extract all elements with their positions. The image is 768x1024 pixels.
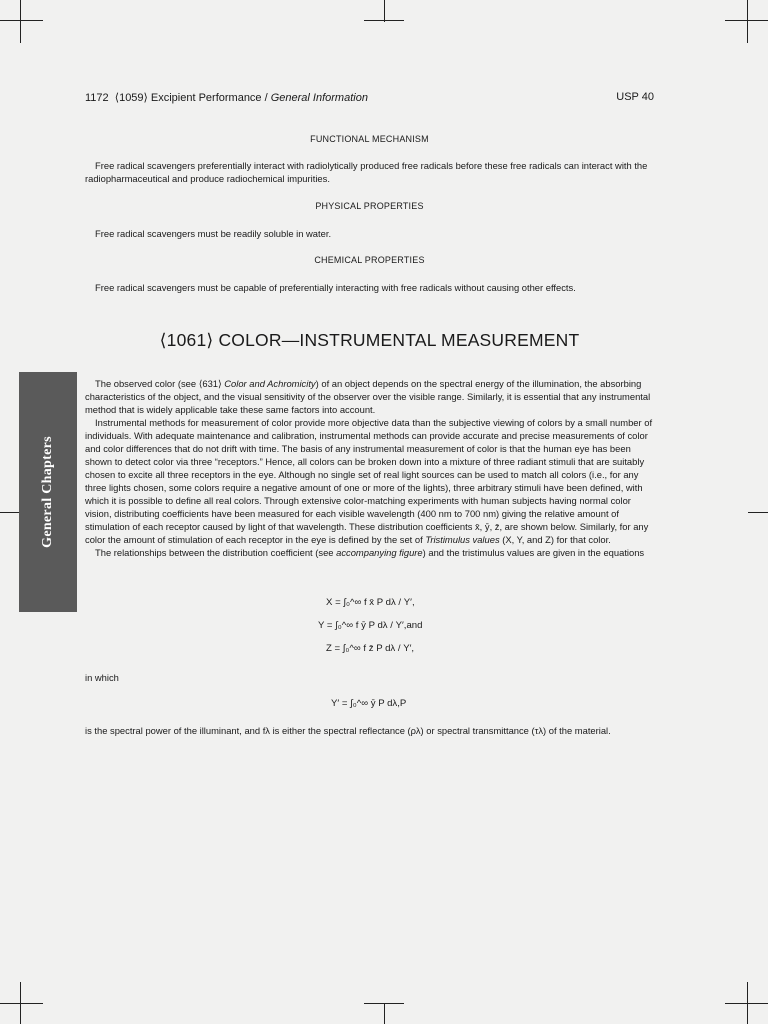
body-paragraph-1: The observed color (see ⟨631⟩ Color and Achromicity) of an object depends on the spectral energy of the illumination, the absorbing characteristics of the object, and the visual sensitivity of the observer over the visible range. Similarly, it is essential that any instrumental method that is widely applicable take these same factors into account. [85, 378, 651, 415]
header-left [85, 91, 368, 104]
equation-z: Z = ∫₀^∞ f z̄ P dλ / Y′, [326, 643, 415, 654]
crop-mark [0, 20, 43, 21]
subheading-functional-mechanism: FUNCTIONAL MECHANISM [310, 134, 429, 144]
volume-label: USP 40 [616, 91, 654, 103]
crop-mark [748, 512, 768, 513]
crop-mark [0, 1003, 43, 1004]
crop-mark [0, 512, 20, 513]
paragraph-physical-properties: Free radical scavengers must be readily soluble in water. [95, 228, 332, 239]
chapter-title: ⟨1061⟩ COLOR—INSTRUMENTAL MEASUREMENT [159, 330, 580, 350]
equation-x: X = ∫₀^∞ f x̄ P dλ / Y′, [326, 597, 415, 608]
crop-mark [20, 982, 21, 1024]
in-which-text: in which [85, 672, 119, 683]
crop-mark [384, 0, 385, 22]
body-paragraph-3: The relationships between the distribution coefficient (see accompanying figure) and the tristimulus values are given in the equations [95, 547, 645, 558]
crop-mark [20, 0, 21, 43]
sidebar-tab [19, 372, 77, 612]
body-paragraph-2: Instrumental methods for measurement of color provide more objective data than the subjective viewing of colors by a small number of individuals. With adequate maintenance and calibration, instrumental methods can provide accurate and precise measurements of color and color differences that do not drift with time. The basis of any instrumental measurement of color is that the human eye has been shown to detect color via three “receptors.” Hence, all colors can be broken down into a mixture of three radiant stimuli that are suitably chosen to excite all three receptors in the eye. Although no single set of real light sources can be used to match all colors (i.e., for any three lights chosen, some colors require a negative amount of one or more of the lights), three arbitrary stimuli have been defined, with which it is possible to define all real colors. Through extensive color-matching experiments with human subjects having normal color vision, distributing coefficients have been measured for each visible wavelength (400 nm to 700 nm) giving the relative amount of stimulation of each receptor caused by light of that wavelength. These distribution coefficients x̄, ȳ, z̄, are shown below. Similarly, for any color the amount of stimulation of each receptor in the eye is defined by the set of Tristimulus values (X, Y, and Z) for that color. [85, 417, 653, 545]
subheading-chemical-properties: CHEMICAL PROPERTIES [314, 255, 425, 265]
crop-mark [747, 0, 748, 43]
page-number: 1172 [85, 92, 109, 104]
sidebar-tab-label: General Chapters [40, 436, 55, 548]
chapter-body [85, 377, 654, 559]
paragraph-chemical-properties: Free radical scavengers must be capable of preferentially interacting with free radicals without causing other effects. [95, 282, 576, 293]
equation-y-prime: Y′ = ∫₀^∞ ȳ P dλ,P [331, 698, 407, 709]
paragraph-functional-mechanism: Free radical scavengers preferentially interact with radiolytically produced free radicals before these free radicals can interact with the radiopharmaceutical and produce radiochemical impurities. [85, 160, 648, 184]
paragraph-illuminant: is the spectral power of the illuminant, and fλ is either the spectral reflectance (ρλ) or spectral transmittance (τλ) of the material. [85, 725, 611, 736]
chapter-ref: ⟨1059⟩ Excipient Performance / [114, 92, 271, 104]
crop-mark [384, 1003, 385, 1024]
crop-mark [747, 982, 748, 1024]
subheading-physical-properties: PHYSICAL PROPERTIES [315, 201, 424, 211]
section-name: General Information [270, 92, 368, 104]
equation-y: Y = ∫₀^∞ f ȳ P dλ / Y′,and [318, 620, 423, 631]
